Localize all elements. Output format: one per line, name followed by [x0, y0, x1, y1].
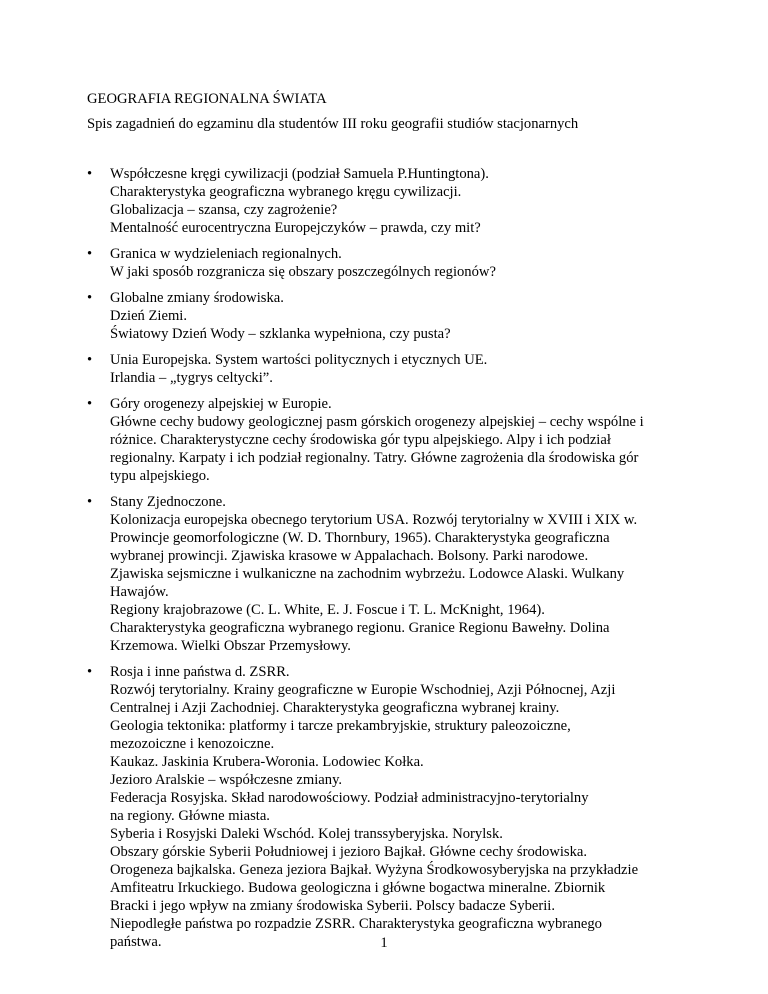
document-subtitle: Spis zagadnień do egzaminu dla studentów III roku geografii studiów stacjonarnych [87, 116, 579, 132]
topic-line: Irlandia – „tygrys celtycki”. [110, 370, 273, 386]
topic-line: Orogeneza bajkalska. Geneza jeziora Bajkał. Wyżyna Środkowosyberyjska na przykładzie [110, 862, 639, 878]
topic-line: Dzień Ziemi. [110, 308, 187, 324]
bullet-icon: • [87, 246, 93, 262]
topic-line: Bracki i jego wpływ na zmiany środowiska Syberii. Polscy badacze Syberii. [110, 898, 556, 914]
topic-line: Hawajów. [110, 584, 169, 600]
topic-line: Światowy Dzień Wody – szklanka wypełniona, czy pusta? [110, 326, 451, 342]
topic-line: W jaki sposób rozgranicza się obszary poszczególnych regionów? [110, 264, 496, 280]
topic-item [87, 165, 687, 237]
topic-item [87, 493, 687, 655]
topic-item [87, 351, 687, 387]
topic-line: Obszary górskie Syberii Południowej i jezioro Bajkał. Główne cechy środowiska. [110, 844, 588, 860]
topic-line: Zjawiska sejsmiczne i wulkaniczne na zachodnim wybrzeżu. Lodowce Alaski. Wulkany [110, 566, 625, 582]
topic-line: Globalizacja – szansa, czy zagrożenie? [110, 202, 338, 218]
topic-line: Prowincje geomorfologiczne (W. D. Thornbury, 1965). Charakterystyka geograficzna [110, 530, 610, 546]
topic-heading: Rosja i inne państwa d. ZSRR. [110, 664, 290, 680]
topic-heading: Współczesne kręgi cywilizacji (podział Samuela P.Huntingtona). [110, 166, 489, 182]
bullet-icon: • [87, 290, 93, 306]
topic-item [87, 289, 687, 343]
topic-line: Charakterystyka geograficzna wybranego regionu. Granice Regionu Bawełny. Dolina [110, 620, 610, 636]
topic-list [87, 165, 687, 959]
bullet-icon: • [87, 166, 93, 182]
topic-line: Charakterystyka geograficzna wybranego kręgu cywilizacji. [110, 184, 462, 200]
topic-line: Geologia tektonika: platformy i tarcze prekambryjskie, struktury paleozoiczne, [110, 718, 571, 734]
topic-line: Niepodległe państwa po rozpadzie ZSRR. Charakterystyka geograficzna wybranego [110, 916, 602, 932]
topic-heading: Globalne zmiany środowiska. [110, 290, 284, 306]
topic-heading: Góry orogenezy alpejskiej w Europie. [110, 396, 332, 412]
topic-heading: Stany Zjednoczone. [110, 494, 226, 510]
topic-line: państwa. [110, 934, 162, 950]
bullet-icon: • [87, 664, 93, 680]
topic-line: Kaukaz. Jaskinia Krubera-Woronia. Lodowiec Kołka. [110, 754, 424, 770]
topic-item [87, 663, 687, 951]
topic-line: Jezioro Aralskie – współczesne zmiany. [110, 772, 343, 788]
topic-line: na regiony. Główne miasta. [110, 808, 270, 824]
topic-heading: Unia Europejska. System wartości politycznych i etycznych UE. [110, 352, 488, 368]
topic-line: Federacja Rosyjska. Skład narodowościowy. Podział administracyjno-terytorialny [110, 790, 589, 806]
bullet-icon: • [87, 396, 93, 412]
topic-line: Syberia i Rosyjski Daleki Wschód. Kolej transsyberyjska. Norylsk. [110, 826, 503, 842]
document-title: GEOGRAFIA REGIONALNA ŚWIATA [87, 91, 327, 107]
topic-line: Krzemowa. Wielki Obszar Przemysłowy. [110, 638, 351, 654]
bullet-icon: • [87, 494, 93, 510]
topic-item [87, 245, 687, 281]
topic-line: Amfiteatru Irkuckiego. Budowa geologiczna i główne bogactwa mineralne. Zbiornik [110, 880, 606, 896]
topic-line: wybranej prowincji. Zjawiska krasowe w Appalachach. Bolsony. Parki narodowe. [110, 548, 589, 564]
topic-line: Centralnej i Azji Zachodniej. Charakterystyka geograficzna wybranej krainy. [110, 700, 560, 716]
topic-heading: Granica w wydzieleniach regionalnych. [110, 246, 342, 262]
topic-line: Główne cechy budowy geologicznej pasm górskich orogenezy alpejskiej – cechy wspólne i [110, 414, 644, 430]
topic-line: Rozwój terytorialny. Krainy geograficzne w Europie Wschodniej, Azji Północnej, Azji [110, 682, 616, 698]
topic-line: regionalny. Karpaty i ich podział regionalny. Tatry. Główne zagrożenia dla środowiska gór [110, 450, 639, 466]
topic-line: Regiony krajobrazowe (C. L. White, E. J. Foscue i T. L. McKnight, 1964). [110, 602, 545, 618]
page-number: 1 [380, 935, 388, 951]
bullet-icon: • [87, 352, 93, 368]
topic-line: Kolonizacja europejska obecnego terytorium USA. Rozwój terytorialny w XVIII i XIX w. [110, 512, 638, 528]
topic-item [87, 395, 687, 485]
topic-line: różnice. Charakterystyczne cechy środowiska gór typu alpejskiego. Alpy i ich podział [110, 432, 611, 448]
topic-line: mezozoiczne i kenozoiczne. [110, 736, 275, 752]
topic-line: typu alpejskiego. [110, 468, 210, 484]
topic-line: Mentalność eurocentryczna Europejczyków – prawda, czy mit? [110, 220, 481, 236]
